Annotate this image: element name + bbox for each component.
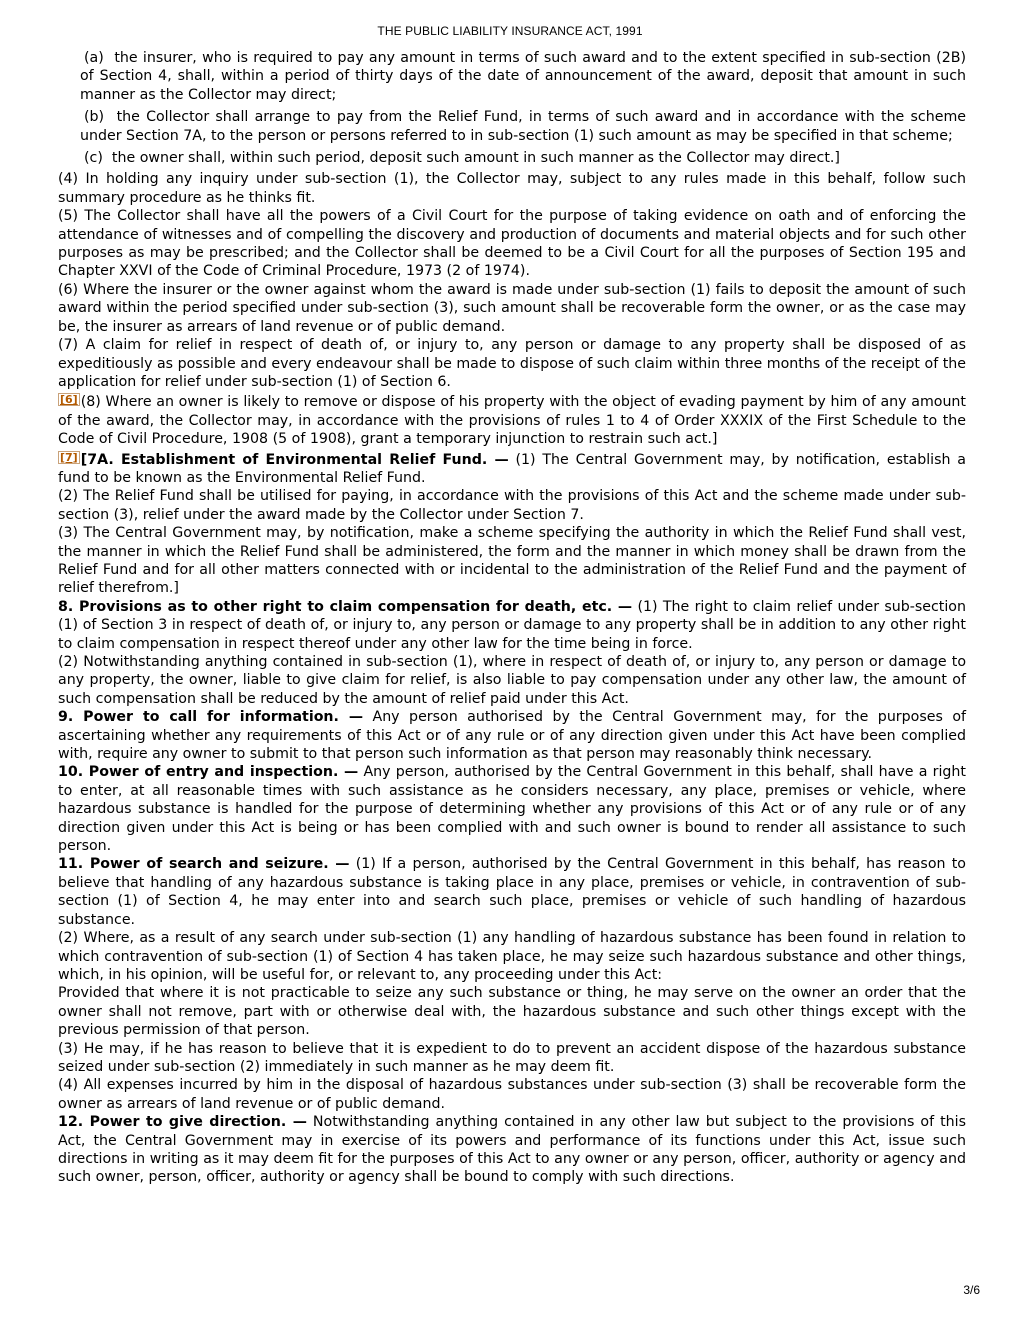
- section-11-proviso: Provided that where it is not practicable to seize any such substance or thing, he may serve on the owner an order that the owner shall not remove, part with or otherwise deal with, the hazardous substance and such other things except with the previous permission of that person.: [58, 985, 966, 1039]
- footnote-link-7[interactable]: [7]: [60, 450, 78, 464]
- clause-a: [58, 48, 966, 104]
- clause-text: the Collector shall arrange to pay from the Relief Fund, in terms of such award and in accordance with the scheme under Section 7A, to the person or persons referred to in sub-section (1) such amount as may be specified in that scheme;: [80, 109, 966, 144]
- section-heading: 9. Power to call for information. —: [58, 709, 364, 726]
- page-header: THE PUBLIC LIABILITY INSURANCE ACT, 1991: [377, 24, 643, 38]
- section-8: [58, 598, 966, 653]
- section-heading: 11. Power of search and seizure. —: [58, 856, 350, 873]
- section-heading: 8. Provisions as to other right to claim compensation for death, etc. —: [58, 598, 633, 615]
- section-10: [58, 763, 966, 855]
- section-8-subsection-2: (2) Notwithstanding anything contained in sub-section (1), where in respect of death of, or injury to, any person or damage to any property, the owner, liable to give claim for relief, is also liable to pay compensation under any other law, the amount of such compensation shall be reduced by the amount of relief paid under this Act.: [58, 654, 966, 707]
- section-heading: [7A. Establishment of Environmental Relief Fund. —: [80, 451, 509, 468]
- section-heading: 10. Power of entry and inspection. —: [58, 764, 359, 781]
- section-7a: [58, 451, 966, 488]
- section-11-subsection-2: (2) Where, as a result of any search under sub-section (1) any handling of hazardous substance has been found in relation to which contravention of sub-section (1) of Section 4 has taken place, he may seize such hazardous substance and other things, which, in his opinion, will be useful for, or relevant to, any proceeding under this Act:: [58, 930, 966, 983]
- section-7-subsection-6: (6) Where the insurer or the owner against whom the award is made under sub-section (1) fails to deposit the amount of such award within the period specified under sub-section (3), such amount shall be recoverable form the owner, or as the case may be, the insurer as arrears of land revenue or of public demand.: [58, 281, 966, 335]
- clause-b: [58, 107, 966, 145]
- section-7-subsection-4: (4) In holding any inquiry under sub-section (1), the Collector may, subject to any rules made in this behalf, follow such summary procedure as he thinks fit.: [58, 171, 966, 206]
- section-text: Any person authorised by the Central Government may, for the purposes of ascertaining whether any requirements of this Act or of any rule or of any direction given under this Act have been complied with, require any owner to submit to that person such information as that person may reasonably think necessary.: [58, 709, 966, 763]
- section-heading: 12. Power to give direction. —: [58, 1114, 307, 1131]
- section-7a-subsection-2: (2) The Relief Fund shall be utilised for paying, in accordance with the provisions of this Act and the scheme made under sub-section (3), relief under the award made by the Collector under Section 7.: [58, 488, 966, 523]
- section-11-subsection-3: (3) He may, if he has reason to believe that it is expedient to do to prevent an accident dispose of the hazardous substance seized under sub-section (2) immediately in such manner as he may deem fit.: [58, 1040, 966, 1075]
- section-12: [58, 1113, 966, 1187]
- clause-text: the owner shall, within such period, deposit such amount in such manner as the Collector may direct.]: [111, 150, 840, 167]
- clause-c: [58, 148, 966, 167]
- section-11: [58, 855, 966, 929]
- subsection-text: (1) If a person, authorised by the Central Government in this behalf, has reason to believe that handling of any hazardous substance is taking place in any place, premises or vehicle, in contravention of sub-section (1) of Section 4, he may enter into and search such place, premises or vehicle of such handling of hazardous substance.: [58, 856, 966, 928]
- clause-label: (c): [84, 150, 103, 167]
- clause-label: (b): [84, 109, 105, 126]
- section-7-subsection-8: [58, 393, 966, 448]
- section-text: Any person, authorised by the Central Government in this behalf, shall have a right to enter, at all reasonable times with such assistance as he considers necessary, any place, premises or vehicle, where hazardous substance is handled for the purpose of determining whether any provisions of this Act or of any rule or of any direction given under this Act is being or has been complied with and such owner is bound to render all assistance to such person.: [58, 764, 966, 855]
- footnote-link-6[interactable]: [6]: [60, 393, 78, 407]
- document-body: [58, 48, 966, 1187]
- subsection-text: (8) Where an owner is likely to remove or dispose of his property with the object of evading payment by him of any amount of the award, the Collector may, in accordance with the provisions of rules 1 to 4 of Order XXXIX of the First Schedule to the Code of Civil Procedure, 1908 (5 of 1908), grant a temporary injunction to restrain such act.]: [58, 394, 966, 448]
- clause-label: (a): [84, 50, 104, 66]
- section-9: [58, 708, 966, 763]
- section-text: Notwithstanding anything contained in any other law but subject to the provisions of this Act, the Central Government may in exercise of its powers and performance of its functions under this Act, issue such directions in writing as it may deem fit for the purposes of this Act to any owner or any person, officer, authority or agency and such owner, person, officer, authority or agency shall be bound to comply with such directions.: [58, 1114, 966, 1186]
- section-7a-subsection-3: (3) The Central Government may, by notification, make a scheme specifying the authority in which the Relief Fund shall vest, the manner in which the Relief Fund shall be administered, the form and the manner in which money shall be drawn from the Relief Fund and for all other matters connected with or incidental to the administration of the Relief Fund and the payment of relief therefrom.]: [58, 525, 966, 597]
- page-number: 3/6: [963, 1283, 980, 1297]
- subsection-text: (1) The right to claim relief under sub-section (1) of Section 3 in respect of death of, or injury to, any person or damage to any property shall be in addition to any other right to claim compensation in respect thereof under any other law for the time being in force.: [58, 598, 966, 652]
- section-7-subsection-5: (5) The Collector shall have all the powers of a Civil Court for the purpose of taking evidence on oath and of enforcing the attendance of witnesses and of compelling the discovery and production of documents and material objects and for such other purposes as may be prescribed; and the Collector shall be deemed to be a Civil Court for all the purposes of Section 195 and Chapter XXVI of the Code of Criminal Procedure, 1973 (2 of 1974).: [58, 208, 966, 280]
- subsection-text: (1) The Central Government may, by notification, establish a fund to be known as the Environmental Relief Fund.: [58, 451, 966, 486]
- section-11-subsection-4: (4) All expenses incurred by him in the disposal of hazardous substances under sub-section (3) shall be recoverable form the owner as arrears of land revenue or of public demand.: [58, 1077, 966, 1112]
- section-7-subsection-7: (7) A claim for relief in respect of death of, or injury to, any person or damage to any property shall be disposed of as expeditiously as possible and every endeavour shall be made to dispose of such claim within three months of the receipt of the application for relief under sub-section (1) of Section 6.: [58, 337, 966, 390]
- clause-text: the insurer, who is required to pay any amount in terms of such award and to the extent specified in sub-section (2B) of Section 4, shall, within a period of thirty days of the date of announcement of the award, deposit that amount in such manner as the Collector may direct;: [80, 50, 966, 103]
